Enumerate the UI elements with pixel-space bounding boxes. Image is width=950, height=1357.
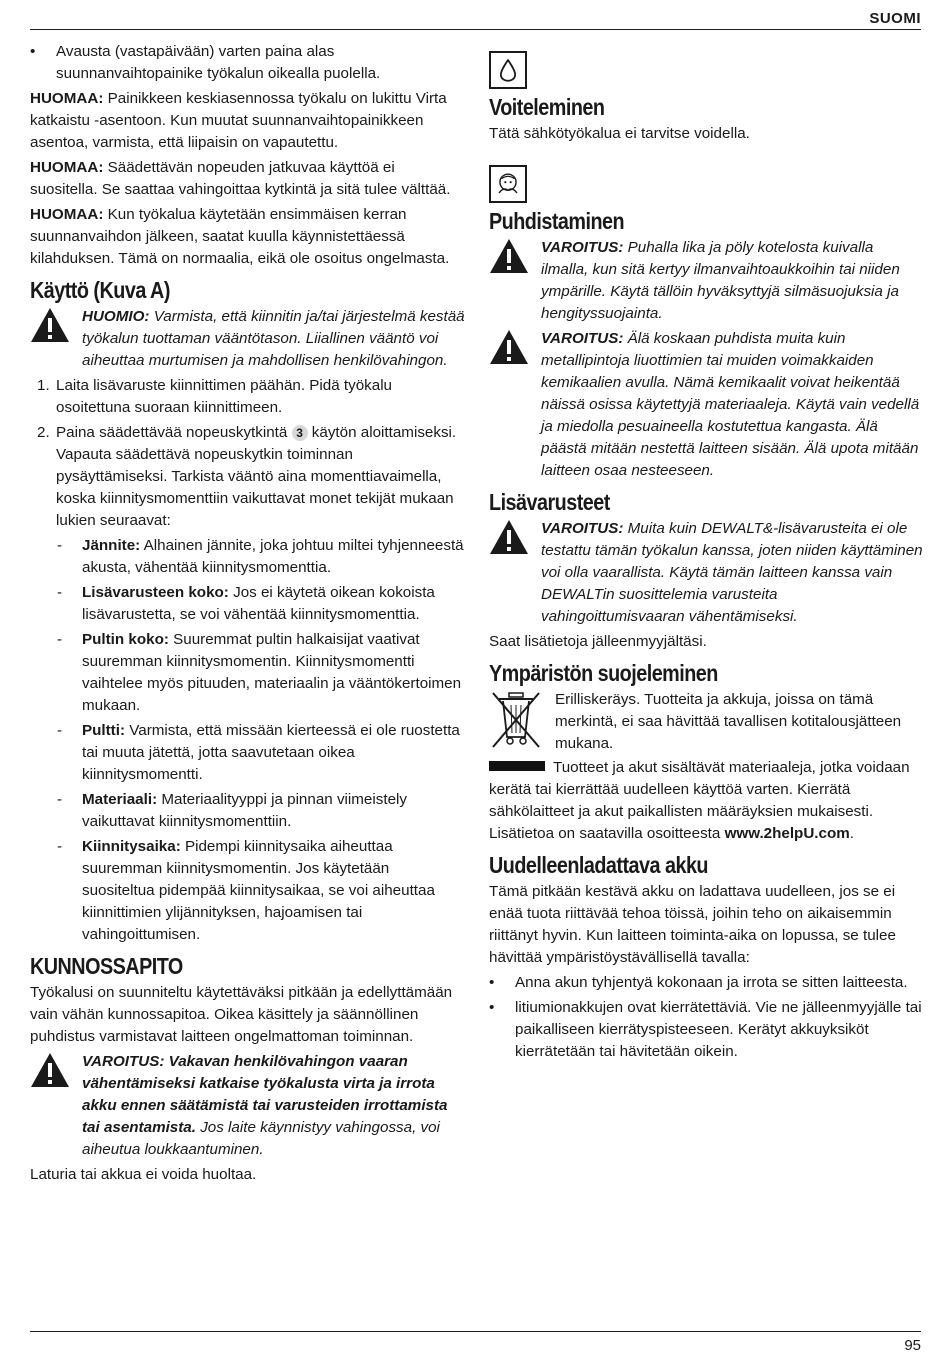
environment-text: Erilliskeräys. Tuotteita ja akkuja, joissa on tämä merkintä, ei saa hävittää tavallisen kotitalousjätteen mukana. bbox=[555, 691, 902, 752]
note-text: Säädettävän nopeuden jatkuvaa käyttöä ei suositella. Se saattaa vahingoittaa kytkintä ja sitä tulee välttää. bbox=[30, 159, 451, 198]
step-number: 1. bbox=[37, 377, 50, 394]
bullet-text: Anna akun tyhjentyä kokonaan ja irrota se sitten laitteesta. bbox=[515, 974, 908, 991]
factor-label: Pultin koko: bbox=[82, 631, 169, 648]
factor-label: Materiaali: bbox=[82, 791, 158, 808]
warning-text: Muita kuin DEWALT&-lisävarusteita ei ole testattu tämän työkalun kanssa, joten niiden käyttäminen voi olla vaarallista. Käytä tämän laitteen kanssa vain DEWALTin suosittelemia varusteita vahingoittumisvaaran vähentämiseksi. bbox=[541, 520, 923, 625]
charger-paragraph: Laturia tai akkua ei voida huoltaa. bbox=[30, 1166, 257, 1183]
recycling-paragraph bbox=[489, 757, 923, 845]
bullet-marker: • bbox=[489, 999, 495, 1016]
warning-triangle-icon bbox=[30, 1052, 70, 1088]
caution-block bbox=[30, 306, 466, 372]
warning-triangle-icon bbox=[489, 329, 529, 365]
recycling-text-before: Tuotteet ja akut sisältävät materiaaleja, jotka voidaan kerätä tai kierrättää uudelleen käyttöä varten. Kierrätä sähkölaitteet ja akut paikallisten määräyksien mukaisesti. Lisätietoa on saatavilla osoitteesta bbox=[489, 759, 910, 842]
footer-divider bbox=[30, 1331, 921, 1332]
maintenance-paragraph: Työkalusi on suunniteltu käytettäväksi pitkään ja edellyttämään vain vähän kunnossapitoa. Oikea käsittely ja säännöllinen puhdistus varmistavat laitteen ongelmattoman toiminnan. bbox=[30, 984, 453, 1045]
caution-label: HUOMIO: bbox=[82, 308, 150, 325]
oil-drop-icon bbox=[489, 51, 527, 89]
list-item bbox=[30, 375, 466, 419]
cleaning-heading: Puhdistaminen bbox=[489, 208, 625, 234]
cleaning-warning-block bbox=[489, 328, 923, 482]
factor-text: Suuremmat pultin halkaisijat vaativat suuremman kiinnitysmomentin. Kiinnitysmomentti vaihtelee myös pituuden, materiaalin ja vääntökertoimen mukaan. bbox=[82, 631, 462, 714]
dash-marker: - bbox=[57, 722, 63, 739]
list-item bbox=[489, 972, 923, 994]
caution-text: Varmista, että kiinnitin ja/tai järjestelmä kestää työkalun tuottaman vääntötason. Liiallinen vääntö voi aiheuttaa murtumisen ja mahdollisen henkilövahingon. bbox=[82, 308, 465, 369]
header-divider bbox=[30, 29, 921, 30]
warning-bold-text: VAROITUS: Vakavan henkilövahingon vaaran vähentämiseksi katkaise työkalusta virta ja irrota akku ennen säätämistä tai varusteiden irrottamista tai asentamista. bbox=[82, 1053, 448, 1136]
lubrication-heading: Voiteleminen bbox=[489, 94, 605, 120]
bullet-marker: • bbox=[30, 43, 36, 60]
warning-triangle-icon bbox=[489, 519, 529, 555]
accessories-paragraph: Saat lisätietoja jälleenmyyjältäsi. bbox=[489, 633, 707, 650]
note-text: Painikkeen keskiasennossa työkalu on lukittu Virta katkaistu -asentoon. Kun muutat suunnanvaihtopainikkeen asentoa, varmista, että liipaisin on vapautettu. bbox=[30, 90, 447, 151]
factor-label: Jännite: bbox=[82, 537, 141, 554]
maintenance-heading: KUNNOSSAPITO bbox=[30, 953, 183, 979]
accessories-heading: Lisävarusteet bbox=[489, 489, 610, 515]
warning-triangle-icon bbox=[489, 238, 529, 274]
factor-label: Lisävarusteen koko: bbox=[82, 584, 229, 601]
right-column bbox=[489, 51, 923, 1066]
factor-text: Materiaalityyppi ja pinnan viimeistely vaikuttavat kiinnitysmomenttiin. bbox=[82, 791, 407, 830]
callout-number: 3 bbox=[292, 425, 308, 441]
factor-text: Varmista, että missään kierteessä ei ole ruostetta tai muuta jätettä, jotta saavutetaan oikea kiinnitysmomentti. bbox=[82, 722, 460, 783]
note-paragraph bbox=[30, 204, 466, 270]
factor-text: Pidempi kiinnitysaika aiheuttaa suuremman kiinnitysmomentin. Jos käytetään suositeltua pidempää kiinnitysaikaa, se voi aiheuttaa kiinnittimien ylijännityksen, hajoamisen tai vahingoittumisen. bbox=[82, 838, 435, 943]
website-link[interactable]: www.2helpU.com bbox=[724, 825, 850, 842]
note-label: HUOMAA: bbox=[30, 90, 104, 107]
step-text: Laita lisävaruste kiinnittimen päähän. Pidä työkalu osoitettuna suoraan kiinnittimeen. bbox=[56, 377, 393, 416]
warning-triangle-icon bbox=[30, 307, 70, 343]
operation-heading: Käyttö (Kuva A) bbox=[30, 277, 170, 303]
step-number: 2. bbox=[37, 424, 50, 441]
environment-heading: Ympäristön suojeleminen bbox=[489, 660, 718, 686]
recycling-text-after: . bbox=[849, 825, 854, 842]
dash-marker: - bbox=[57, 791, 63, 808]
list-item bbox=[489, 997, 923, 1063]
list-item bbox=[30, 789, 466, 833]
black-bar-symbol bbox=[489, 761, 545, 771]
crossed-bin-icon bbox=[489, 689, 543, 751]
battery-heading: Uudelleenladattava akku bbox=[489, 852, 709, 878]
list-item bbox=[30, 535, 466, 579]
list-item bbox=[30, 582, 466, 626]
note-paragraph bbox=[30, 88, 466, 154]
note-label: HUOMAA: bbox=[30, 206, 104, 223]
note-label: HUOMAA: bbox=[30, 159, 104, 176]
recycling-notice bbox=[489, 689, 923, 755]
list-item bbox=[30, 720, 466, 786]
bullet-text: litiumionakkujen ovat kierrätettäviä. Vie ne jälleenmyyjälle tai paikalliseen kierrätyspisteeseen. Kerätyt akkuyksiköt kierrätetään tai hävitetään oikein. bbox=[515, 999, 922, 1060]
list-item bbox=[30, 629, 466, 717]
cleaning-warning-block bbox=[489, 237, 923, 325]
dash-marker: - bbox=[57, 631, 63, 648]
warning-text: Jos laite käynnistyy vahingossa, voi aiheutua loukkaantuminen. bbox=[82, 1119, 440, 1158]
dash-marker: - bbox=[57, 838, 63, 855]
warning-text: Puhalla lika ja pöly kotelosta kuivalla ilmalla, kun sitä kertyy ilmanvaihtoaukkoihin tai niiden ympärille. Käytä tällöin hyväksyttyjä silmäsuojuksia ja hengityssuojainta. bbox=[541, 239, 900, 322]
factor-label: Pultti: bbox=[82, 722, 126, 739]
accessories-warning-block bbox=[489, 518, 923, 628]
page-number: 95 bbox=[904, 1337, 921, 1354]
factor-label: Kiinnitysaika: bbox=[82, 838, 181, 855]
warning-label: VAROITUS: bbox=[541, 520, 624, 537]
factor-text: Jos ei käytetä oikean kokoista lisävarustetta, se voi vähentää kiinnitysmomenttia. bbox=[82, 584, 435, 623]
cleaning-hands-icon bbox=[489, 165, 527, 203]
list-item bbox=[30, 41, 466, 85]
battery-paragraph: Tämä pitkään kestävä akku on ladattava uudelleen, jos se ei enää tuota riittävää tehoa töissä, joihin teho on aikaisemmin riittänyt hyvin. Kun laitteen toiminta-aika on lopussa, se tulee hävittää ympäristöystävällisellä tavalla: bbox=[489, 883, 896, 966]
maintenance-warning-block bbox=[30, 1051, 466, 1161]
bullet-text: Avausta (vastapäivään) varten paina alas suunnanvaihtopainike työkalun oikealla puolella. bbox=[56, 43, 381, 82]
warning-label: VAROITUS: bbox=[541, 330, 624, 347]
step-text-before: Paina säädettävää nopeuskytkintä bbox=[56, 424, 292, 441]
list-item bbox=[30, 422, 466, 532]
warning-label: VAROITUS: bbox=[541, 239, 624, 256]
left-column bbox=[30, 41, 466, 1189]
note-paragraph bbox=[30, 157, 466, 201]
lubrication-paragraph: Tätä sähkötyökalua ei tarvitse voidella. bbox=[489, 125, 750, 142]
bullet-marker: • bbox=[489, 974, 495, 991]
list-item bbox=[30, 836, 466, 946]
factor-text: Alhainen jännite, joka johtuu miltei tyhjenneestä akusta, vähentää kiinnitysmomenttia. bbox=[82, 537, 464, 576]
dash-marker: - bbox=[57, 537, 63, 554]
note-text: Kun työkalua käytetään ensimmäisen kerran suunnanvaihdon jälkeen, saatat kuulla käynnistettäessä kilahduksen. Tämä on normaalia, eikä ole osoitus ongelmasta. bbox=[30, 206, 450, 267]
step-text-after: käytön aloittamiseksi. Vapauta säädettävä nopeuskytkin toiminnan pysäyttämiseksi. Tarkista vääntö aina momenttiavaimella, koska kiinnitysmomenttiin vaikuttavat monet tekijät mukaan lukien seuraavat: bbox=[56, 424, 457, 529]
dash-marker: - bbox=[57, 584, 63, 601]
warning-text: Älä koskaan puhdista muita kuin metallipintoja liuottimien tai muiden voimakkaiden kemikaalien avulla. Nämä kemikaalit voivat heikentää näissä osissa käytettyjä materiaaleja. Käytä vain vedellä ja miedolla pesuaineella kostutettua kangasta. Älä päästä mitään nestettä laitteen sisään. Älä upota mitään laitteen osaa nesteeseen. bbox=[541, 330, 920, 479]
header-language: SUOMI bbox=[869, 10, 921, 27]
